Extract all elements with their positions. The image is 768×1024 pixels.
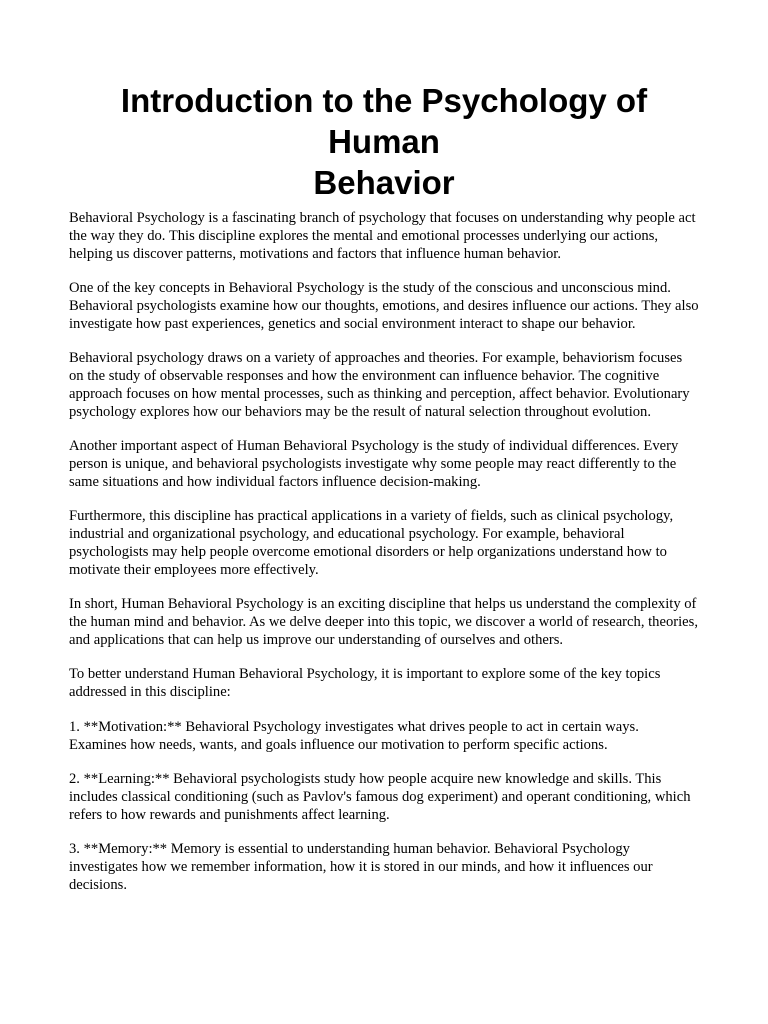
list-item: 2. **Learning:** Behavioral psychologists study how people acquire new knowledge and skills. This includes classical conditioning (such as Pavlov's famous dog experiment) and operant conditioning, which refers to how rewards and punishments affect learning. bbox=[69, 770, 691, 823]
body-paragraph: Another important aspect of Human Behavioral Psychology is the study of individual differences. Every person is unique, and behavioral psychologists investigate why some people may react differently to the same situations and how individual factors influence decision-making. bbox=[69, 438, 679, 491]
list-item: 1. **Motivation:** Behavioral Psychology investigates what drives people to act in certain ways. Examines how needs, wants, and goals influence our motivation to perform specific actions. bbox=[69, 718, 639, 753]
list-item: 3. **Memory:** Memory is essential to understanding human behavior. Behavioral Psychology investigates how we remember information, how it is stored in our minds, and how it influences our decisions. bbox=[69, 840, 653, 893]
document-title bbox=[40, 80, 728, 203]
title-line: Human bbox=[328, 123, 440, 160]
body-paragraph: To better understand Human Behavioral Psychology, it is important to explore some of the key topics addressed in this discipline: bbox=[69, 666, 661, 701]
title-line: Introduction to the Psychology of bbox=[120, 82, 648, 119]
key-topics-list bbox=[69, 719, 699, 895]
body-paragraph: Behavioral Psychology is a fascinating branch of psychology that focuses on understanding why people act the way they do. This discipline explores the mental and emotional processes underlying our actions, helping us discover patterns, motivations and factors that influence human behavior. bbox=[69, 210, 696, 262]
body-paragraph: One of the key concepts in Behavioral Psychology is the study of the conscious and unconscious mind. Behavioral psychologists examine how our thoughts, emotions, and desires influence our actions. They also investigate how past experiences, genetics and social environment interact to shape our behavior. bbox=[69, 280, 699, 332]
body-paragraph: Furthermore, this discipline has practical applications in a variety of fields, such as clinical psychology, industrial and organizational psychology, and educational psychology. For example, behavioral psychologists may help people overcome emotional disorders or help organizations understand how to motivate their employees more effectively. bbox=[69, 508, 674, 579]
body-paragraph: Behavioral psychology draws on a variety of approaches and theories. For example, behaviorism focuses on the study of observable responses and how the environment can influence behavior. The cognitive approach focuses on how mental processes, such as thinking and perception, affect behavior. Evolutionary psychology explores how our behaviors may be the result of natural selection throughout evolution. bbox=[69, 350, 690, 420]
title-line: Behavior bbox=[313, 164, 455, 201]
document-body bbox=[69, 210, 699, 911]
body-paragraph: In short, Human Behavioral Psychology is an exciting discipline that helps us understand the complexity of the human mind and behavior. As we delve deeper into this topic, we discover a world of research, theories, and applications that can help us improve our understanding of ourselves and others. bbox=[69, 596, 698, 649]
